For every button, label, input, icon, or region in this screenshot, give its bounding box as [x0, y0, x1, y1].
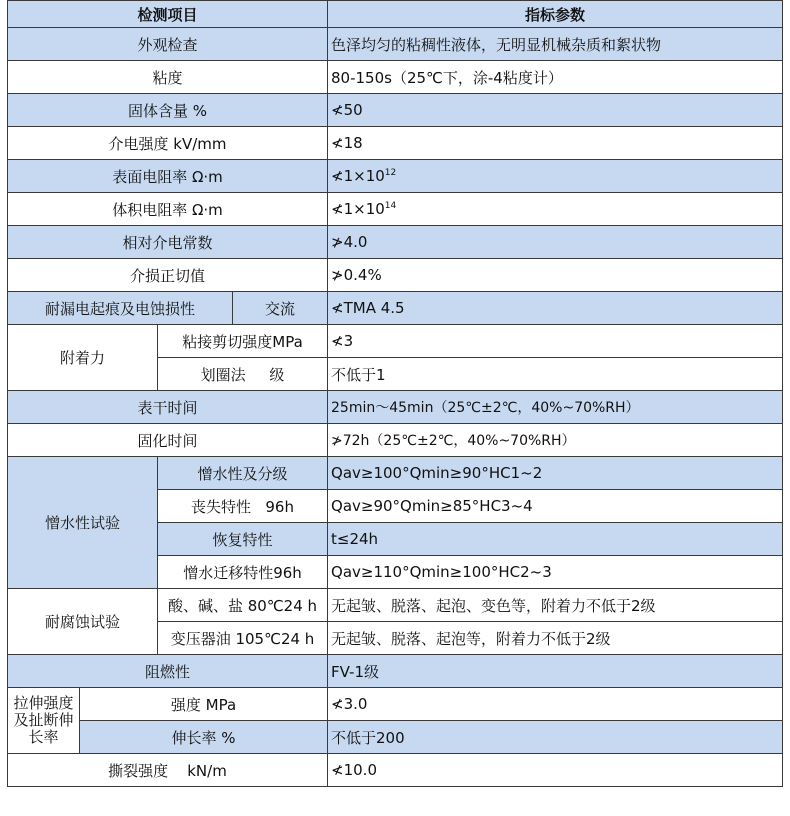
row-loss-tangent-item: 介损正切值	[8, 259, 328, 292]
table-row	[8, 292, 783, 325]
row-hydrophobicity-recovery-sub: 恢复特性	[158, 523, 328, 556]
table-row	[8, 655, 783, 688]
table-row	[8, 424, 783, 457]
volume-resistivity-base: ≮1×10	[331, 200, 385, 218]
row-tear-item: 撕裂强度 kN/m	[8, 754, 328, 787]
table-row	[8, 226, 783, 259]
table-row	[8, 94, 783, 127]
header-item: 检测项目	[8, 1, 328, 28]
row-surface-dry-item: 表干时间	[8, 391, 328, 424]
row-solids-value: ≮50	[328, 94, 783, 127]
row-viscosity-value: 80-150s（25℃下，涂-4粘度计）	[328, 61, 783, 94]
row-hydrophobicity-item: 憎水性试验	[8, 457, 158, 589]
row-corrosion-acid-value: 无起皱、脱落、起泡、变色等，附着力不低于2级	[328, 589, 783, 622]
row-loss-tangent-value: ≯0.4%	[328, 259, 783, 292]
row-dielectric-item: 介电强度 kV/mm	[8, 127, 328, 160]
row-corrosion-acid-sub: 酸、碱、盐 80℃24 h	[158, 589, 328, 622]
row-dielectric-value: ≮18	[328, 127, 783, 160]
row-hydrophobicity-loss-value: Qav≥90°Qmin≥85°HC3~4	[328, 490, 783, 523]
row-flame-value: FV-1级	[328, 655, 783, 688]
table-header-row	[8, 1, 783, 28]
table-row	[8, 28, 783, 61]
table-row	[8, 61, 783, 94]
row-adhesion-shear-sub: 粘接剪切强度MPa	[158, 325, 328, 358]
table-row	[8, 721, 783, 754]
table-row	[8, 688, 783, 721]
row-hydrophobicity-migration-sub: 憎水迁移特性96h	[158, 556, 328, 589]
row-hydrophobicity-recovery-value: t≤24h	[328, 523, 783, 556]
table-row	[8, 391, 783, 424]
row-adhesion-crosshatch-sub: 划圈法 级	[158, 358, 328, 391]
row-hydrophobicity-loss-sub: 丧失特性 96h	[158, 490, 328, 523]
table-row	[8, 589, 783, 622]
row-volume-resistivity-item: 体积电阻率 Ω·m	[8, 193, 328, 226]
row-hydrophobicity-migration-value: Qav≥110°Qmin≥100°HC2~3	[328, 556, 783, 589]
row-cure-time-item: 固化时间	[8, 424, 328, 457]
row-tensile-strength-sub: 强度 MPa	[80, 688, 328, 721]
row-adhesion-crosshatch-value: 不低于1	[328, 358, 783, 391]
row-surface-dry-value: 25min～45min（25℃±2℃，40%~70%RH）	[328, 391, 783, 424]
row-viscosity-item: 粘度	[8, 61, 328, 94]
row-appearance-item: 外观检查	[8, 28, 328, 61]
row-flame-item: 阻燃性	[8, 655, 328, 688]
surface-resistivity-exponent: 12	[384, 168, 397, 178]
row-permittivity-item: 相对介电常数	[8, 226, 328, 259]
row-surface-resistivity-value	[328, 160, 783, 193]
row-corrosion-oil-sub: 变压器油 105℃24 h	[158, 622, 328, 655]
row-corrosion-oil-value: 无起皱、脱落、起泡等，附着力不低于2级	[328, 622, 783, 655]
row-solids-item: 固体含量 %	[8, 94, 328, 127]
table-row	[8, 754, 783, 787]
volume-resistivity-exponent: 14	[384, 201, 397, 211]
table-row	[8, 160, 783, 193]
table-row	[8, 325, 783, 358]
row-tear-value: ≮10.0	[328, 754, 783, 787]
table-row	[8, 193, 783, 226]
row-hydrophobicity-grade-sub: 憎水性及分级	[158, 457, 328, 490]
row-tensile-item: 拉伸强度及扯断伸长率	[8, 688, 80, 754]
row-adhesion-item: 附着力	[8, 325, 158, 391]
table-row	[8, 457, 783, 490]
row-surface-resistivity-item: 表面电阻率 Ω·m	[8, 160, 328, 193]
row-tensile-strength-value: ≮3.0	[328, 688, 783, 721]
row-tracking-value: ≮TMA 4.5	[328, 292, 783, 325]
row-cure-time-value: ≯72h（25℃±2℃，40%~70%RH）	[328, 424, 783, 457]
table-row	[8, 259, 783, 292]
row-tracking-sub: 交流	[233, 292, 328, 325]
row-corrosion-item: 耐腐蚀试验	[8, 589, 158, 655]
row-tracking-item: 耐漏电起痕及电蚀损性	[8, 292, 233, 325]
row-appearance-value: 色泽均匀的粘稠性液体，无明显机械杂质和絮状物	[328, 28, 783, 61]
surface-resistivity-base: ≮1×10	[331, 167, 385, 185]
row-permittivity-value: ≯4.0	[328, 226, 783, 259]
header-value: 指标参数	[328, 1, 783, 28]
row-volume-resistivity-value	[328, 193, 783, 226]
row-tensile-elongation-value: 不低于200	[328, 721, 783, 754]
row-hydrophobicity-grade-value: Qav≥100°Qmin≥90°HC1~2	[328, 457, 783, 490]
row-tensile-elongation-sub: 伸长率 %	[80, 721, 328, 754]
spec-table	[7, 0, 783, 787]
row-adhesion-shear-value: ≮3	[328, 325, 783, 358]
table-row	[8, 127, 783, 160]
